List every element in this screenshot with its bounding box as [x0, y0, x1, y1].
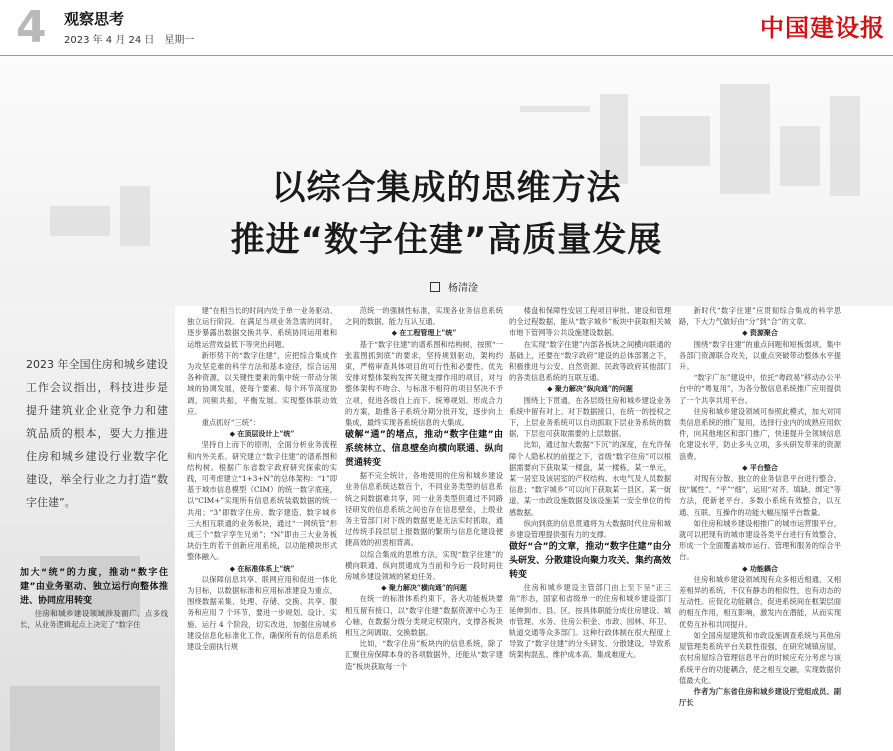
- author-name: 杨清淦: [448, 283, 478, 294]
- paragraph: 比如，通过加大数据“下沉”的深度，在允许保障个人隐私权的前提之下，省级“数字住房”可以根据需要向下获取某一楼盘，某一楼栋，某一单元，某一居室及该居室的产权结构、水电气及人员数据信息；“数字城乡”可以向下获取某一县区、某一街道、某一市政设施数据及该设施某一安全单位的传感数据。: [509, 440, 671, 517]
- headline-line-1: 以综合集成的思维方法: [271, 168, 622, 208]
- paragraph: 在实现“数字住建”内部各板块之间横向联通的基础上，还要在“数字政府”建设的总体部署之下，积极推进与公安、自然资源、民政等政府其他部门的各类信息系统的互联互通。: [509, 339, 671, 383]
- paragraph: 住房和城乡建设领域现有众多相近相通、又相差相异的系统，不仅有静态的相似性，也有动态的互动性。应促化功能耦合，促进系统间在框架层面的相互作用，相互影响，激发内在潜能，从而实现优势互补和共同提升。: [679, 574, 841, 629]
- paragraph: 以保障信息共享、联网应用和促进一体化为目标，以数据标准和应用标准建设为重点，围绕数据采集、处理、存储、交换、共享、服务和应用 7 个环节，要进一步规划、设计、实施、运行 4 个阶段，切实改进，加强住房城乡建设信息化标准化工作，确保所有的信息系统建设全面执行规: [187, 574, 337, 652]
- lead-paragraph: 2023 年全国住房和城乡建设工作会议指出，科技进步是提升建筑业企业竞争力和建筑品质的根本，要大力推进住房和城乡建设行业数字化建设，举全行业之力打造“数字住建”。: [26, 358, 168, 509]
- section-marker: ◆ 在工程管理上“统”: [391, 328, 457, 338]
- section-marker: ◆ 聚力解决“纵向通”的问题: [547, 384, 633, 394]
- paragraph: 如住房和城乡建设相推广的城市运营服平台，就可以把现有的城市建设各类平台进行有效整合，形成一个全面覆盖城市运行、管理和服务的综合平台。: [679, 518, 841, 562]
- headline-line-2: 推进“数字住建”高质量发展: [230, 220, 663, 260]
- article-column-4: [509, 305, 671, 745]
- paragraph: 住房和城乡建设领域可参照此模式，加大对同类信息系统的推广复用，选择行业内的成熟应用软件，向其他地区和部门推广，快速提升全领域信息化建设水平，防止多头立项，多头研发带来的资源浪费。: [679, 406, 841, 461]
- paragraph: 比如，“数字住房”板块内的信息系统，除了汇聚住房保障本身的各项数据外，还能从“数字建造”板块获取每一个: [345, 639, 503, 671]
- paragraph: “数字广东”建设中，依托“粤政易”移动办公平台中的“粤复用”，为各分散信息系统推广应用提供了一个共享共用平台。: [679, 373, 841, 405]
- paragraph: 重点抓好“三统”：: [201, 418, 261, 428]
- publication-date: 2023 年 4 月 24 日 星期一: [64, 35, 195, 46]
- paragraph: 如全国房屋建筑和市政设施调查系统与其他房屋管理类系统平台关联性很强，在研究城镇房屋，农村房屋综合管理信息平台的时候应充分考虑与该系统平台的功能耦合，使之相互交融，实现数据价值最大化。: [679, 630, 841, 685]
- page-number: 4: [16, 2, 47, 53]
- subheading-tong-2: 破解“通”的堵点，推动“数字住建”由系统林立、信息壁垒向横向联通、纵向贯通转变: [345, 430, 503, 469]
- section-marker: ◆ 功能耦合: [742, 563, 778, 573]
- paragraph: 围绕“数字住建”的重点问题和短板弱项，集中各部门资源联合攻关，以重点突破带动整体水平提升。: [679, 339, 841, 372]
- section-marker: ◆ 资源聚合: [742, 328, 778, 338]
- section-marker: ◆ 聚力解决“横向通”的问题: [381, 583, 467, 593]
- subheading-tong: 加大“统”的力度，推动“数字住建”由业务驱动、独立运行向整体推进、协同应用转变: [20, 568, 168, 606]
- paragraph: 对现有分散、独立的业务信息平台进行整合，按“属性”、“平”“细”，运用“对齐、填缺、绑定”等方法，使新老平台、多数小系统有效整合，以互通、互联、互操作的功能大幅压缩平台数量。: [679, 474, 841, 517]
- paragraph: 楼盘和保障性安居工程项目审批、建设和管理的全过程数据，能从“数字城乡”板块中获取相关城市地下管网等公共设施建设数据。: [509, 306, 671, 338]
- paragraph: 围绕上下贯通，在各层级住房和城乡建设业务系统中留有对上、对下数据接口，在统一的授权之下，上层业务系统可以自动抓取下层业务系统的数据，下层也可获取需要的上层数据。: [509, 395, 671, 439]
- section-marker: ◆ 在标准体系上“统”: [229, 563, 295, 573]
- article-column-5: [679, 305, 841, 745]
- byline: [430, 279, 478, 294]
- paragraph: 新时代“数字住建”应贯彻综合集成的科学思路，下大力气做好由“分”到“合”的文章。: [679, 306, 841, 327]
- paragraph: 住房和城乡建设主管部门由上至下呈“正三角”形态，国家和省级单一的住房和城乡建设部门延伸到市、县、区，按具体职能分成住房建设、城市管理、水务、住房公积金、市政、园林、环卫、轨道交通等众多部门。这种行政体制在很大程度上导致了“数字住建”的分头研发、分散建设，导致系统架构混乱、维护成本高、集成难度大。: [509, 583, 671, 660]
- author-note: 作者为广东省住房和城乡建设厅党组成员、副厅长: [679, 686, 841, 708]
- section-title: 观察思考: [64, 10, 125, 28]
- article-column-1: [20, 566, 168, 646]
- paragraph: 据不完全统计，各地使用的住房和城乡建设业务信息系统达数百个，不同业务类型的信息系统之间数据难共享，同一业务类型但通过不同路径研发的信息系统之间也存在信息壁垒，上级业务主管部门对下级的数据更是无法实时抓取，通过传统手段层层上报数据的繁琐与信息化建设便捷高效的初衷相背离。: [345, 471, 503, 548]
- subheading-he: 做好“合”的文章，推动“数字住建”由分头研发、分散建设向聚力攻关、集约高效转变: [509, 542, 671, 581]
- paragraph: 纵向到底的信息贯通将为大数据时代住房和城乡建设管理提供强有力的支撑。: [509, 518, 671, 540]
- paragraph: 在统一的标准体系约束下，各大功能板块要相互留有接口，以“数字住建”数据资源中心为王心轴，在数据分级分类规定权限内，支撑各板块相互之间调取、交换数据。: [345, 594, 503, 638]
- newspaper-masthead: 中国建设报: [760, 13, 885, 42]
- paragraph: 住房和城乡建设领域涉及面广、点多线长，从业务逻辑起点上决定了“数字住: [20, 609, 168, 630]
- paragraph: 坚持自上而下的原则，全面分析业务流程和内外关系。研究建立“数字住建”的谱系图和结构树。根据广东省数字政府研究探索的实践，可考虑建立“1+3+N”的总体架构：“1”即基于城市信息模型（CIM）的统一数字底座，以“CIM+”实现所有信息系统装载数据的统一共用；“3”即数字住房、数字建造、数字城乡三大相互联通的业务板块，通过“一网统管”形成三个“数字孪生兄弟”；“N”即由三大业务板块衍生的若干创新应用系统，以功能模块形式整体融入。: [187, 440, 337, 562]
- paragraph: 以综合集成的思维方法，实现“数字住建”的横向联通、纵向贯通成为当前和今后一段时间住房城乡建设领域的紧迫任务。: [345, 549, 503, 582]
- paragraph: 建”在相当长的时间内处于单一业务驱动、独立运行阶段。在满足当项业务急需的同时，逐步暴露出数据交换共享、系统协同运用难和运维运营效益低下等突出问题。: [187, 306, 337, 349]
- section-marker: ◆ 平台整合: [742, 462, 778, 472]
- paragraph: 新形势下的“数字住建”，应把综合集成作为攻坚克难的科学方法和基本途径，综合运用各种资源，以关键性要素的集中统一带动分领域的协调发展，使每个要素、每个环节高度协调，同频共振，平衡发展。实现整体联动效应。: [187, 350, 337, 416]
- article-column-2: [187, 305, 337, 745]
- article-column-3: [345, 305, 503, 745]
- section-marker: ◆ 在顶层设计上“统”: [229, 429, 295, 439]
- paragraph: 范统一的强制性标准，实现各业务信息系统之间的数据，能力互认互通。: [345, 306, 503, 327]
- paragraph: 基于“数字住建”的谱系图和结构树，按照“一张蓝图抓到底”的要求，坚持规划驱动，架构约束，严格审查具体项目的可行性和必要性。优先安排对整体架构发挥关键支撑作用的项目，对与整体架构不吻合、与标准不相符的项目坚决不予立项，促进各级自上而下、统筹规划、形成合力的方案，助推各子系统分期分批开发，逐步向上集成，最终实现各系统信息的大集成。: [345, 339, 503, 428]
- byline-box-icon: [430, 282, 440, 292]
